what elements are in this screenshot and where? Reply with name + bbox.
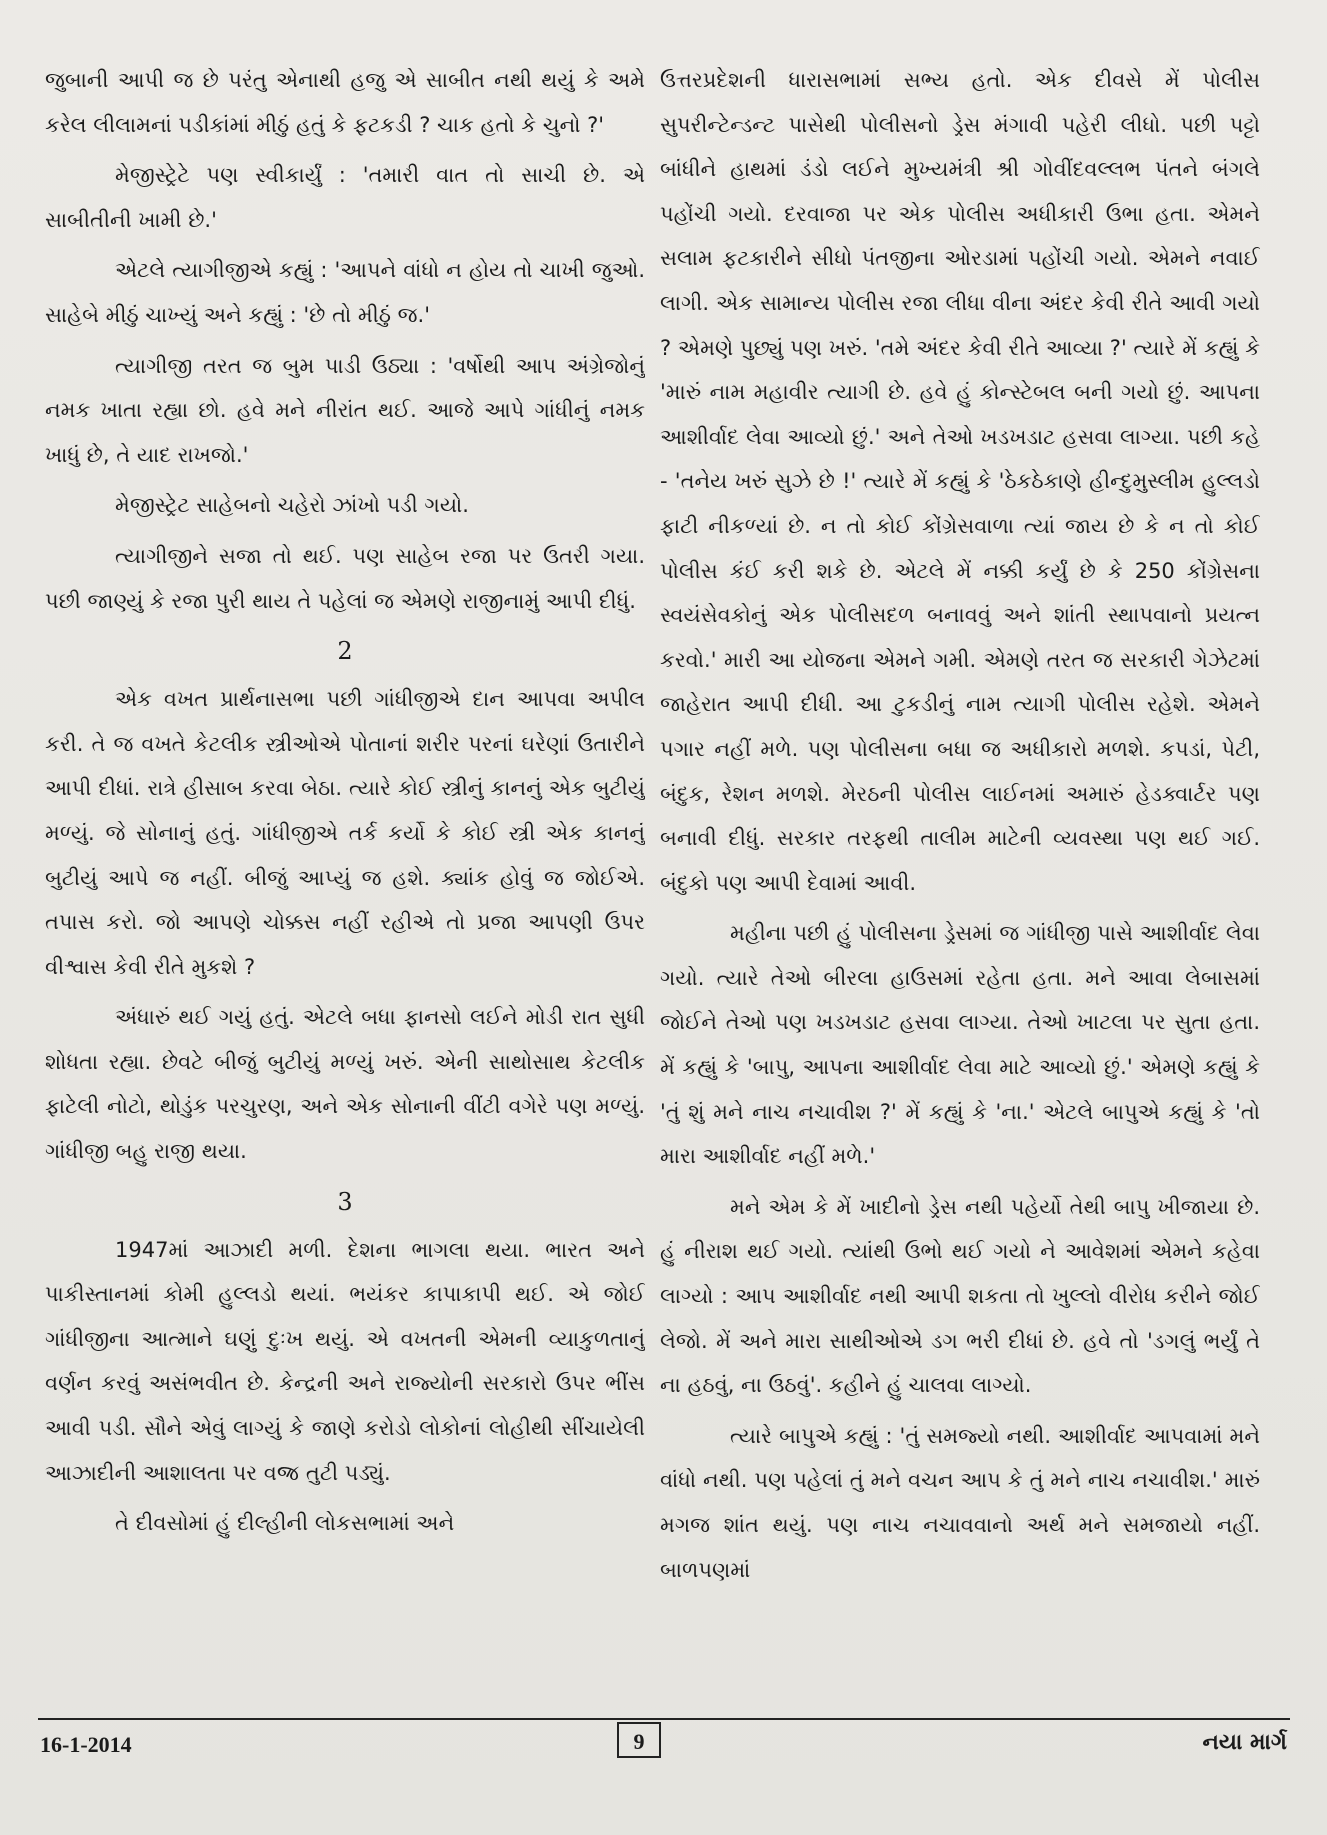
paragraph: ત્યાગીજીને સજા તો થઈ. પણ સાહેબ રજા પર ઉતરી ગયા. પછી જાણ્યું કે રજા પુરી થાય તે પહેલાં જ એમણે રાજીનામું આપી દીધું. [45,543,645,613]
paragraph: એટલે ત્યાગીજીએ કહ્યું : 'આપને વાંધો ન હોય તો ચાખી જુઓ. સાહેબે મીઠું ચાખ્યું અને કહ્યું : 'છે તો મીઠું જ.' [45,258,645,327]
issue-date: 16-1-2014 [40,1732,132,1757]
paragraph: એક વખત પ્રાર્થનાસભા પછી ગાંધીજીએ દાન આપવા અપીલ કરી. તે જ વખતે કેટલીક સ્ત્રીઓએ પોતાનાં શરીર પરનાં ઘરેણાં ઉતારીને આપી દીધાં. રાત્રે હીસાબ કરવા બેઠા. ત્યારે કોઈ સ્ત્રીનું કાનનું એક બુટીયું મળ્યું. જે સોનાનું હતું. ગાંધીજીએ તર્ક કર્યો કે કોઈ સ્ત્રી એક કાનનું બુટીયું આપે જ નહીં. બીજું આપ્યું જ હશે. ક્યાંક હોવું જ જોઈએ. તપાસ કરો. જો આપણે ચોક્કસ નહીં રહીએ તો પ્રજા આપણી ઉપર વીશ્વાસ કેવી રીતે મુકશે ? [45,687,645,979]
paragraph: મેજીસ્ટ્રેટ સાહેબનો ચહેરો ઝાંખો પડી ગયો. [115,493,469,518]
paragraph: મને એમ કે મેં ખાદીનો ડ્રેસ નથી પહેર્યો તેથી બાપુ ખીજાયા છે. હું નીરાશ થઈ ગયો. ત્યાંથી ઉભો થઈ ગયો ને આવેશમાં એમને કહેવા લાગ્યો : આપ આશીર્વાદ નથી આપી શકતા તો ખુલ્લો વીરોધ કરીને જોઈ લેજો. મેં અને મારા સાથીઓએ ડગ ભરી દીધાં છે. હવે તો 'ડગલું ભર્યું તે ના હઠવું, ના ઉઠવું'. કહીને હું ચાલવા લાગ્યો. [660,1194,1260,1398]
paragraph: જુબાની આપી જ છે પરંતુ એનાથી હજુ એ સાબીત નથી થયું કે અમે કરેલ લીલામનાં પડીકાંમાં મીઠું હતું કે ફટકડી ? ચાક હતો કે ચુનો ?' [45,68,645,137]
paragraph: ત્યારે બાપુએ કહ્યું : 'તું સમજ્યો નથી. આશીર્વાદ આપવામાં મને વાંધો નથી. પણ પહેલાં તું મને વચન આપ કે તું મને નાચ નચાવીશ.' મારું મગજ શાંત થયું. પણ નાચ નચાવવાનો અર્થ મને સમજાયો નહીં. બાળપણમાં [660,1423,1260,1582]
footer-divider [38,1718,1290,1720]
paragraph: અંધારું થઈ ગયું હતું. એટલે બધા ફાનસો લઈને મોડી રાત સુધી શોધતા રહ્યા. છેવટે બીજું બુટીયું મળ્યું ખરું. એની સાથોસાથ કેટલીક ફાટેલી નોટો, થોડુંક પરચુરણ, અને એક સોનાની વીંટી વગેરે પણ મળ્યું. ગાંધીજી બહુ રાજી થયા. [45,1005,645,1164]
section-number: 3 [337,1187,353,1216]
magazine-name: નયા માર્ગ [1202,1730,1287,1755]
paragraph: 1947માં આઝાદી મળી. દેશના ભાગલા થયા. ભારત અને પાકીસ્તાનમાં કોમી હુલ્લડો થયાં. ભયંકર કાપાકાપી થઈ. એ જોઈ ગાંધીજીના આત્માને ઘણું દુઃખ થયું. એ વખતની એમની વ્યાકુળતાનું વર્ણન કરવું અસંભવીત છે. કેન્દ્રની અને રાજ્યોની સરકારો ઉપર ભીંસ આવી પડી. સૌને એવું લાગ્યું કે જાણે કરોડો લોકોનાં લોહીથી સીંચાયેલી આઝાદીની આશાલતા પર વજ્ર તુટી પડ્યું. [45,1237,645,1485]
right-column [660,58,1260,1698]
paragraph: મહીના પછી હું પોલીસના ડ્રેસમાં જ ગાંધીજી પાસે આશીર્વાદ લેવા ગયો. ત્યારે તેઓ બીરલા હાઉસમાં રહેતા હતા. મને આવા લેબાસમાં જોઈને તેઓ પણ ખડખડાટ હસવા લાગ્યા. તેઓ ખાટલા પર સુતા હતા. મેં કહ્યું કે 'બાપુ, આપના આશીર્વાદ લેવા માટે આવ્યો છું.' એમણે કહ્યું કે 'તું શું મને નાચ નચાવીશ ?' મેં કહ્યું કે 'ના.' એટલે બાપુએ કહ્યું કે 'તો મારા આશીર્વાદ નહીં મળે.' [660,921,1260,1169]
paragraph: મેજીસ્ટ્રેટે પણ સ્વીકાર્યું : 'તમારી વાત તો સાચી છે. એ સાબીતીની ખામી છે.' [45,163,645,232]
section-number: 2 [337,637,353,666]
left-column [45,58,645,1698]
paragraph: ઉત્તરપ્રદેશની ધારાસભામાં સભ્ય હતો. એક દીવસે મેં પોલીસ સુપરીન્ટેન્ડન્ટ પાસેથી પોલીસનો ડ્રેસ મંગાવી પહેરી લીધો. પછી પટ્ટો બાંધીને હાથમાં ડંડો લઈને મુખ્યમંત્રી શ્રી ગોવીંદવલ્લભ પંતને બંગલે પહોંચી ગયો. દરવાજા પર એક પોલીસ અધીકારી ઉભા હતા. એમને સલામ ફટકારીને સીધો પંતજીના ઓરડામાં પહોંચી ગયો. એમને નવાઈ લાગી. એક સામાન્ય પોલીસ રજા લીધા વીના અંદર કેવી રીતે આવી ગયો ? એમણે પુછ્યું પણ ખરું. 'તમે અંદર કેવી રીતે આવ્યા ?' ત્યારે મેં કહ્યું કે 'મારું નામ મહાવીર ત્યાગી છે. હવે હું કોન્સ્ટેબલ બની ગયો છું. આપના આશીર્વાદ લેવા આવ્યો છું.' અને તેઓ ખડખડાટ હસવા લાગ્યા. પછી કહે - 'તનેય ખરું સુઝે છે !' ત્યારે મેં કહ્યું કે 'ઠેકઠેકાણે હીન્દુમુસ્લીમ હુલ્લડો ફાટી નીકળ્યાં છે. ન તો કોઈ કોંગ્રેસવાળા ત્યાં જાય છે કે ન તો કોઈ પોલીસ કંઈ કરી શકે છે. એટલે મેં નક્કી કર્યું છે કે 250 કોંગ્રેસના સ્વયંસેવકોનું એક પોલીસદળ બનાવવું અને શાંતી સ્થાપવાનો પ્રયત્ન કરવો.' મારી આ યોજના એમને ગમી. એમણે તરત જ સરકારી ગેઝેટમાં જાહેરાત આપી દીધી. આ ટુકડીનું નામ ત્યાગી પોલીસ રહેશે. એમને પગાર નહીં મળે. પણ પોલીસના બધા જ અધીકારો મળશે. કપડાં, પેટી, બંદુક, રેશન મળશે. મેરઠની પોલીસ લાઈનમાં અમારું હેડક્વાર્ટર પણ બનાવી દીધું. સરકાર તરફથી તાલીમ માટેની વ્યવસ્થા પણ થઈ ગઈ. બંદુકો પણ આપી દેવામાં આવી. [660,68,1260,895]
page-number: 9 [617,1722,661,1758]
paragraph: તે દીવસોમાં હું દીલ્હીની લોકસભામાં અને [115,1511,455,1536]
paragraph: ત્યાગીજી તરત જ બુમ પાડી ઉઠ્યા : 'વર્ષોથી આપ અંગ્રેજોનું નમક ખાતા રહ્યા છો. હવે મને નીરાંત થઈ. આજે આપે ગાંધીનું નમક ખાધું છે, તે યાદ રાખજો.' [45,353,645,467]
